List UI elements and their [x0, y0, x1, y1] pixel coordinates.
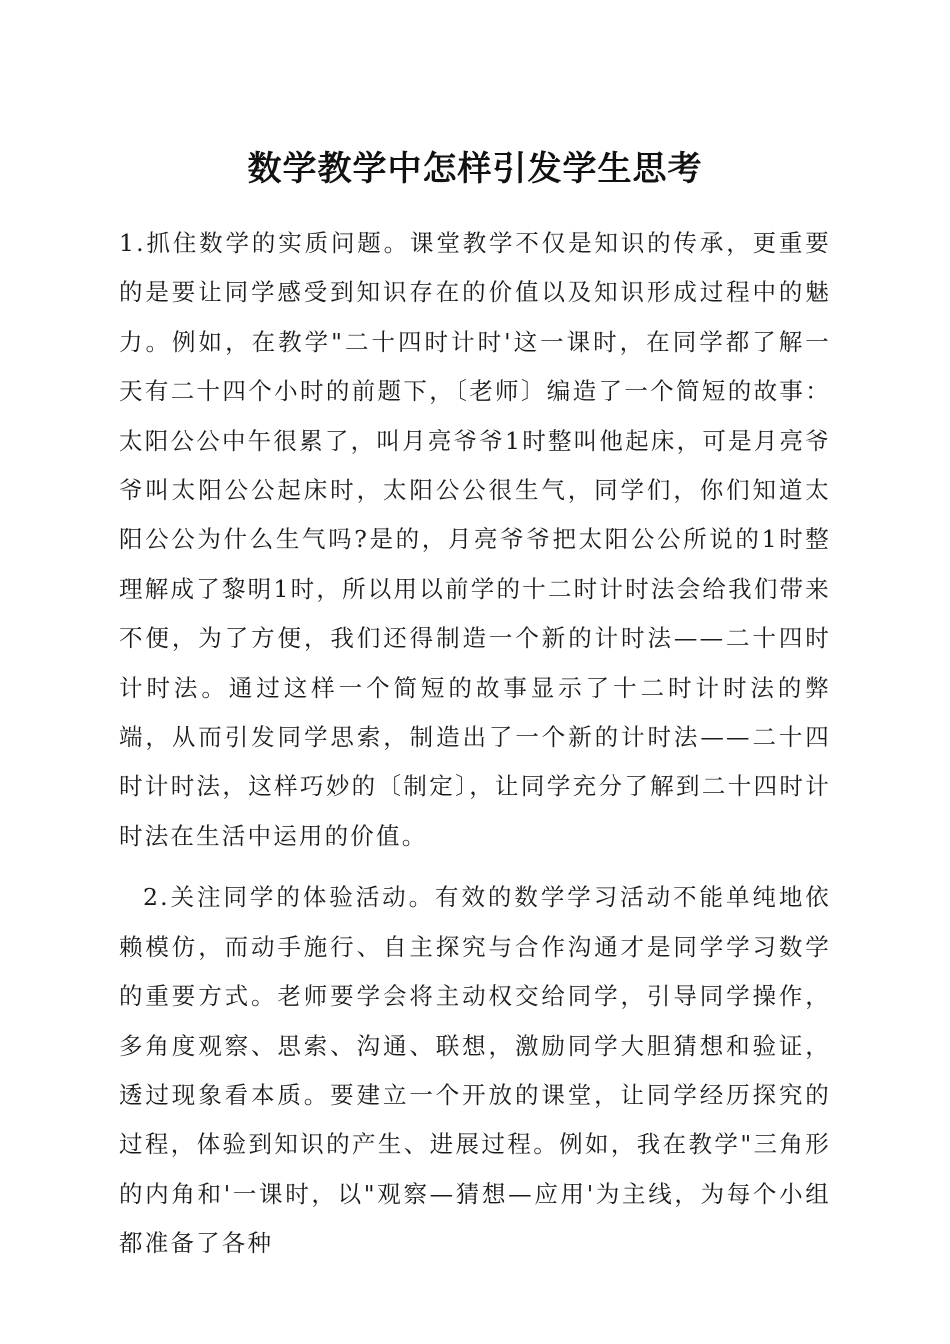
document-body: [119, 219, 831, 1269]
paragraph-2: 2.关注同学的体验活动。有效的数学学习活动不能单纯地依赖模仿，而动手施行、自主探究与合作沟通才是同学学习数学的重要方式。老师要学会将主动权交给同学，引导同学操作，多角度观察、思索、沟通、联想，激励同学大胆猜想和验证，透过现象看本质。要建立一个开放的课堂，让同学经历探究的过程，体验到知识的产生、进展过程。例如，我在教学"三角形的内角和'一课时，以"观察—猜想—应用'为主线，为每个小组都准备了各种: [119, 883, 831, 1258]
paragraph-1: 1.抓住数学的实质问题。课堂教学不仅是知识的传承，更重要的是要让同学感受到知识存在的价值以及知识形成过程中的魅力。例如，在教学"二十四时计时'这一课时，在同学都了解一天有二十四个小时的前题下，〔老师〕编造了一个简短的故事：太阳公公中午很累了，叫月亮爷爷1时整叫他起床，可是月亮爷爷叫太阳公公起床时，太阳公公很生气，同学们，你们知道太阳公公为什么生气吗?是的，月亮爷爷把太阳公公所说的1时整理解成了黎明1时，所以用以前学的十二时计时法会给我们带来不便，为了方便，我们还得制造一个新的计时法——二十四时计时法。通过这样一个简短的故事显示了十二时计时法的弊端，从而引发同学思索，制造出了一个新的计时法——二十四时计时法，这样巧妙的〔制定〕，让同学充分了解到二十四时计时法在生活中运用的价值。: [119, 229, 831, 850]
document-title: 数学教学中怎样引发学生思考: [247, 149, 703, 189]
